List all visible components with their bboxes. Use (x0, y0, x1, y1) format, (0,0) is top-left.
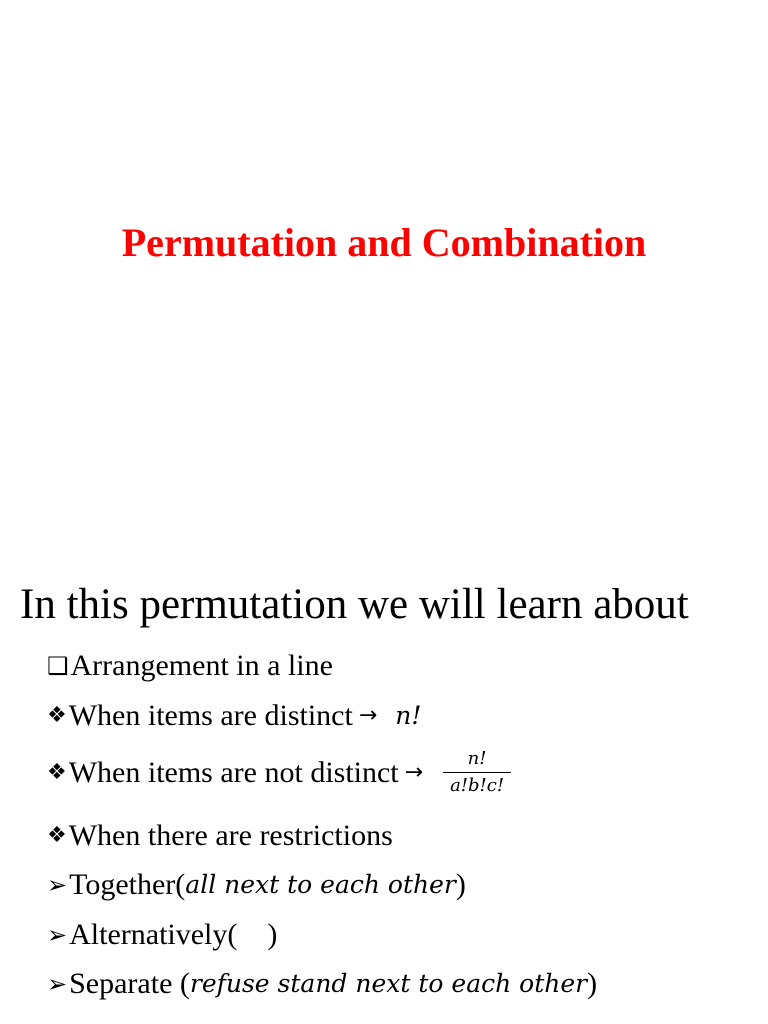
list-item-distinct (47, 698, 421, 734)
list-item-text: Separate ( (69, 967, 190, 1000)
list-item-text: Alternatively( (69, 918, 238, 951)
list-item-alternatively (47, 917, 277, 953)
list-item-separate (47, 966, 597, 1002)
list-item-text: When items are not distinct (68, 755, 399, 789)
list-item-together (47, 867, 466, 903)
diamond-bullet-icon: ❖ (47, 823, 67, 848)
closing-paren: ) (267, 918, 278, 951)
formula-n-factorial: n! (395, 701, 422, 730)
square-bullet-icon: ❑ (47, 652, 69, 680)
closing-paren: ) (587, 967, 598, 1000)
list-item-text: When items are distinct (68, 699, 353, 732)
formula-fraction (443, 748, 511, 797)
arrowhead-bullet-icon: ➢ (47, 871, 68, 899)
list-item-not-distinct (47, 748, 511, 797)
formula-separate: refuse stand next to each other (189, 969, 588, 998)
list-item-text: Together( (69, 868, 186, 901)
list-item-arrangement (47, 648, 333, 684)
arrowhead-bullet-icon: ➢ (47, 970, 68, 998)
diamond-bullet-icon: ❖ (47, 759, 67, 785)
list-item-text: When there are restrictions (68, 819, 393, 852)
right-arrow-icon: → (404, 759, 424, 785)
diamond-bullet-icon: ❖ (47, 703, 67, 728)
fraction-numerator: n! (467, 748, 487, 769)
arrowhead-bullet-icon: ➢ (47, 921, 68, 949)
closing-paren: ) (455, 868, 466, 901)
slide-title: Permutation and Combination (121, 220, 647, 265)
section-heading: In this permutation we will learn about (20, 581, 689, 628)
right-arrow-icon: → (358, 703, 378, 728)
list-item-restrictions (47, 818, 393, 854)
formula-together: all next to each other (185, 870, 456, 899)
list-item-text: Arrangement in a line (70, 649, 333, 682)
fraction-denominator: a!b!c! (450, 775, 505, 796)
